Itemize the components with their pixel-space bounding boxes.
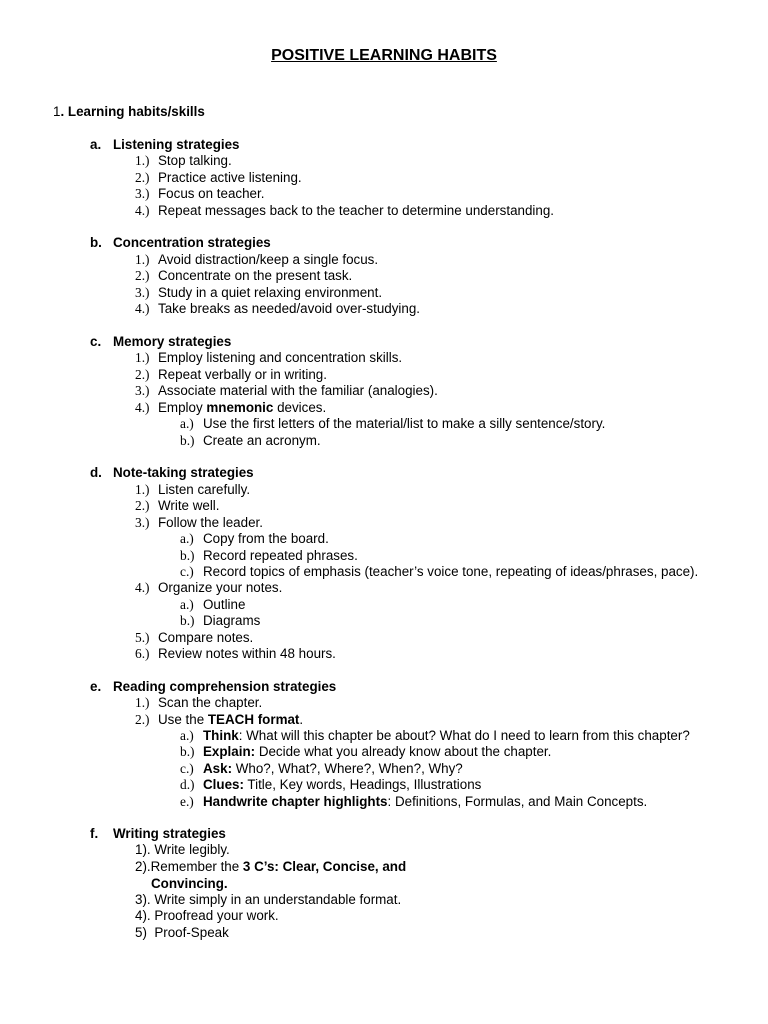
list-marker: 4.) [135, 580, 150, 595]
list-item: 2).Remember the 3 C’s: Clear, Concise, and [135, 859, 407, 874]
list-marker: 5.) [135, 630, 150, 645]
heading-b-label: b. [90, 235, 102, 250]
list-item: Concentrate on the present task. [158, 268, 353, 283]
list-item: 1). Write legibly. [135, 842, 230, 857]
list-marker: 2.) [135, 712, 150, 727]
list-marker: 3.) [135, 515, 150, 530]
list-item: Listen carefully. [158, 482, 251, 497]
list-item: Use the TEACH format. [158, 712, 304, 727]
list-item: Associate material with the familiar (analogies). [158, 383, 438, 398]
list-item: Compare notes. [158, 630, 254, 645]
list-item: Write well. [158, 498, 220, 513]
sublist-marker: d.) [180, 777, 195, 792]
list-item: Repeat verbally or in writing. [158, 367, 327, 382]
sublist-marker: b.) [180, 548, 195, 563]
list-marker: 3.) [135, 285, 150, 300]
sublist-item: Clues: Title, Key words, Headings, Illustrations [203, 777, 482, 792]
list-marker: 2.) [135, 170, 150, 185]
sublist-marker: b.) [180, 613, 195, 628]
list-marker: 4.) [135, 203, 150, 218]
list-item: Take breaks as needed/avoid over-studying. [158, 301, 421, 316]
sublist-marker: a.) [180, 531, 194, 546]
list-marker: 1.) [135, 350, 150, 365]
sublist-item: Create an acronym. [203, 433, 321, 448]
list-marker: 2.) [135, 498, 150, 513]
sublist-item: Record topics of emphasis (teacher’s voice tone, repeating of ideas/phrases, pace). [203, 564, 699, 579]
heading-a-label: a. [90, 137, 102, 152]
list-item: Organize your notes. [158, 580, 283, 595]
list-marker: 4.) [135, 301, 150, 316]
heading-e-label: e. [90, 679, 102, 694]
section-heading: 1. Learning habits/skills [53, 104, 205, 119]
list-marker: 2.) [135, 268, 150, 283]
list-marker: 6.) [135, 646, 150, 661]
list-marker: 1.) [135, 252, 150, 267]
page-title: POSITIVE LEARNING HABITS [271, 47, 497, 64]
list-item: Employ listening and concentration skills. [158, 350, 403, 365]
list-item: Stop talking. [158, 153, 232, 168]
list-marker: 1.) [135, 695, 150, 710]
list-item: Repeat messages back to the teacher to determine understanding. [158, 203, 555, 218]
list-marker: 1.) [135, 153, 150, 168]
list-item: Scan the chapter. [158, 695, 263, 710]
list-item: Practice active listening. [158, 170, 302, 185]
sublist-item: Use the first letters of the material/list to make a silly sentence/story. [203, 416, 606, 431]
heading-c-label: c. [90, 334, 102, 349]
list-item: 3). Write simply in an understandable format. [135, 892, 402, 907]
sublist-marker: e.) [180, 794, 194, 809]
heading-d-label: d. [90, 465, 102, 480]
list-item: 5) Proof-Speak [135, 925, 229, 940]
heading-concentration: Concentration strategies [113, 235, 271, 250]
sublist-marker: c.) [180, 761, 194, 776]
sublist-item: Record repeated phrases. [203, 548, 358, 563]
list-marker: 4.) [135, 400, 150, 415]
list-marker: 3.) [135, 186, 150, 201]
sublist-marker: a.) [180, 728, 194, 743]
list-item: Review notes within 48 hours. [158, 646, 336, 661]
sublist-item: Explain: Decide what you already know about the chapter. [203, 744, 552, 759]
list-item: Focus on teacher. [158, 186, 265, 201]
sublist-item: Copy from the board. [203, 531, 329, 546]
list-item: Avoid distraction/keep a single focus. [158, 252, 379, 267]
sublist-item: Diagrams [203, 613, 261, 628]
heading-f-label: f. [90, 826, 99, 841]
heading-memory: Memory strategies [113, 334, 232, 349]
heading-note-taking: Note-taking strategies [113, 465, 254, 480]
sublist-item: Ask: Who?, What?, Where?, When?, Why? [203, 761, 463, 776]
list-marker: 3.) [135, 383, 150, 398]
sublist-marker: a.) [180, 597, 194, 612]
list-marker: 2.) [135, 367, 150, 382]
heading-writing: Writing strategies [113, 826, 226, 841]
sublist-marker: b.) [180, 433, 195, 448]
list-item: Employ mnemonic devices. [158, 400, 327, 415]
heading-listening: Listening strategies [113, 137, 240, 152]
sublist-marker: a.) [180, 416, 194, 431]
list-marker: 1.) [135, 482, 150, 497]
sublist-item: Outline [203, 597, 246, 612]
list-item-continuation: Convincing. [151, 876, 228, 891]
heading-reading: Reading comprehension strategies [113, 679, 337, 694]
list-item: Follow the leader. [158, 515, 263, 530]
sublist-item: Handwrite chapter highlights: Definitions, Formulas, and Main Concepts. [203, 794, 648, 809]
list-item: 4). Proofread your work. [135, 908, 279, 923]
sublist-marker: c.) [180, 564, 194, 579]
list-item: Study in a quiet relaxing environment. [158, 285, 383, 300]
sublist-item: Think: What will this chapter be about? What do I need to learn from this chapter? [203, 728, 690, 743]
sublist-marker: b.) [180, 744, 195, 759]
